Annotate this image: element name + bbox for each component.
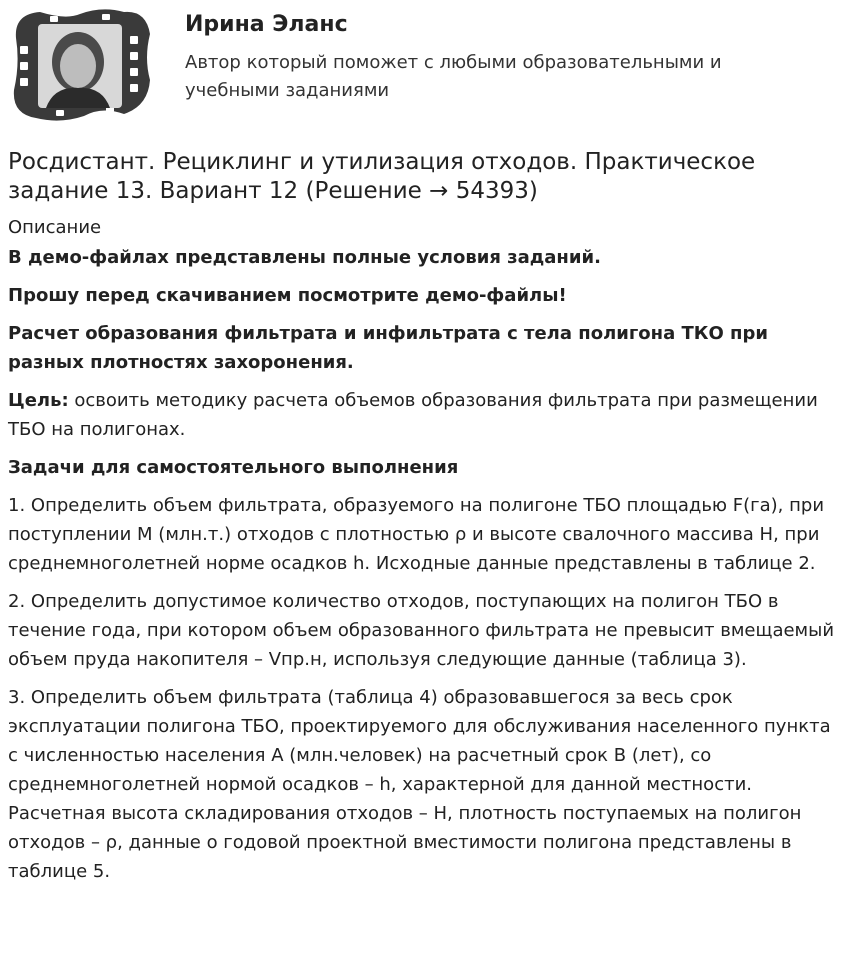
task-3: 3. Определить объем фильтрата (таблица 4) образовавшегося за весь срок эксплуатации полигона ТБО, проектируемого для обслуживания населенного пункта с численностью населения А (млн.человек) на расчетный срок В (лет), со среднемноголетней нормой осадков – h, характерной для данной местности. Расчетная высота складирования отходов – H, плотность поступаемых на полигон отходов – ρ, данные о годовой проектной вместимости полигона представлены в таблице 5.	[8, 687, 831, 882]
please-note: Прошу перед скачиванием посмотрите демо-файлы!	[8, 285, 567, 306]
author-block	[0, 0, 847, 130]
tasks-heading: Задачи для самостоятельного выполнения	[8, 457, 459, 478]
film-frame-avatar-icon	[6, 6, 152, 126]
description-label: Описание	[8, 217, 102, 238]
goal-text: освоить методику расчета объемов образования фильтрата при размещении ТБО на полигонах.	[8, 390, 818, 440]
task-2: 2. Определить допустимое количество отходов, поступающих на полигон ТБО в течение года, при котором объем образованного фильтрата не превысит вмещаемый объем пруда накопителя – Vпр.н, используя следующие данные (таблица 3).	[8, 591, 835, 670]
demo-note-paragraph	[8, 243, 840, 272]
author-avatar[interactable]	[6, 6, 152, 126]
goal-label: Цель:	[8, 390, 69, 411]
demo-note: В демо-файлах представлены полные условия заданий.	[8, 247, 601, 268]
goal-paragraph	[8, 386, 840, 444]
page-title: Росдистант. Рециклинг и утилизация отходов. Практическое задание 13. Вариант 12 (Решение → 54393)	[8, 149, 756, 204]
task-heading-paragraph	[8, 319, 840, 377]
tasks-heading-paragraph	[8, 453, 840, 482]
description-content	[8, 243, 840, 895]
please-note-paragraph	[8, 281, 840, 310]
task-1: 1. Определить объем фильтрата, образуемого на полигоне ТБО площадью F(га), при поступлении M (млн.т.) отходов с плотностью ρ и высоте свалочного массива H, при среднемноголетней норме осадков h. Исходные данные представлены в таблице 2.	[8, 495, 825, 574]
task-heading: Расчет образования фильтрата и инфильтрата с тела полигона ТКО при разных плотностях захоронения.	[8, 323, 768, 373]
author-description: Автор который поможет с любыми образовательными и учебными заданиями	[185, 52, 722, 101]
author-name[interactable]: Ирина Эланс	[185, 12, 348, 37]
